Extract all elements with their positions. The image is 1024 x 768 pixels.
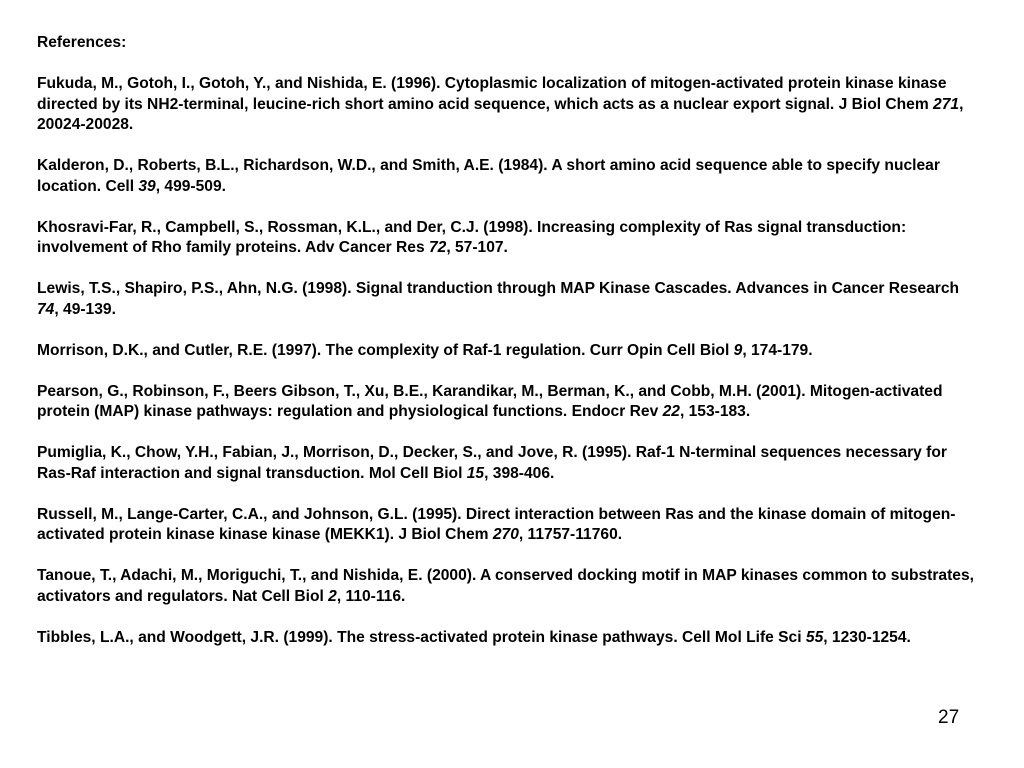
- reference-item: [37, 566, 977, 607]
- reference-volume: 55: [805, 628, 824, 646]
- reference-text: Lewis, T.S., Shapiro, P.S., Ahn, N.G. (1998). Signal tranduction through MAP Kinase Cascades. Advances in Cancer Research: [37, 280, 960, 297]
- reference-text: Fukuda, M., Gotoh, I., Gotoh, Y., and Nishida, E. (1996). Cytoplasmic localization of mitogen-activated protein kinase kinase directed by its NH2-terminal, leucine-rich short amino acid sequence, which acts as a nuclear export signal. J Biol Chem: [37, 75, 947, 113]
- reference-pages: , 1230-1254.: [823, 628, 911, 646]
- slide-content: [37, 33, 977, 648]
- reference-volume: 2: [328, 587, 337, 605]
- page-number: 27: [938, 707, 960, 728]
- reference-text: Pearson, G., Robinson, F., Beers Gibson, T., Xu, B.E., Karandikar, M., Berman, K., and Cobb, M.H. (2001). Mitogen-activated protein (MAP) kinase pathways: regulation and physiological functions. Endocr Rev: [37, 382, 943, 420]
- reference-item: [37, 628, 977, 649]
- reference-volume: 72: [428, 239, 447, 256]
- reference-pages: , 110-116.: [336, 587, 406, 605]
- reference-item: [37, 505, 977, 546]
- reference-pages: , 49-139.: [54, 300, 116, 318]
- reference-item: [37, 341, 977, 362]
- reference-volume: 9: [733, 341, 743, 359]
- reference-volume: 74: [37, 300, 55, 318]
- reference-item: [37, 443, 977, 484]
- reference-pages: , 174-179.: [742, 341, 813, 359]
- reference-pages: , 57-107.: [446, 239, 508, 256]
- reference-item: [37, 156, 977, 197]
- reference-pages: , 499-509.: [155, 177, 226, 195]
- reference-text: Pumiglia, K., Chow, Y.H., Fabian, J., Morrison, D., Decker, S., and Jove, R. (1995). Raf-1 N-terminal sequences necessary for Ras-Raf interaction and signal transduction. Mol Cell Biol: [37, 444, 947, 482]
- reference-item: [37, 218, 977, 259]
- reference-item: [37, 279, 977, 320]
- reference-item: [37, 382, 977, 423]
- reference-pages: , 398-406.: [484, 464, 555, 482]
- reference-volume: 270: [492, 526, 519, 543]
- reference-item: [37, 74, 977, 136]
- reference-pages: , 20024-20028.: [37, 95, 964, 133]
- reference-volume: 15: [466, 464, 485, 482]
- reference-pages: , 153-183.: [679, 403, 751, 420]
- reference-text: Kalderon, D., Roberts, B.L., Richardson, W.D., and Smith, A.E. (1984). A short amino acid sequence able to specify nuclear location. Cell: [37, 157, 940, 195]
- references-heading: References:: [37, 34, 127, 51]
- reference-text: Morrison, D.K., and Cutler, R.E. (1997). The complexity of Raf-1 regulation. Curr Opin Cell Biol: [37, 341, 734, 359]
- reference-list: [37, 74, 977, 648]
- reference-text: Khosravi-Far, R., Campbell, S., Rossman, K.L., and Der, C.J. (1998). Increasing complexity of Ras signal transduction: involvement of Rho family proteins. Adv Cancer Res: [37, 218, 907, 256]
- reference-volume: 271: [933, 95, 960, 113]
- reference-volume: 39: [138, 177, 156, 195]
- reference-text: Russell, M., Lange-Carter, C.A., and Johnson, G.L. (1995). Direct interaction between Ras and the kinase domain of mitogen- activated protein kinase kinase kinase (MEKK1). J Biol Chem: [37, 505, 956, 543]
- reference-volume: 22: [662, 403, 680, 420]
- reference-text: Tibbles, L.A., and Woodgett, J.R. (1999). The stress-activated protein kinase pathways. Cell Mol Life Sci: [37, 628, 806, 646]
- reference-pages: , 11757-11760.: [518, 526, 623, 543]
- reference-text: Tanoue, T., Adachi, M., Moriguchi, T., and Nishida, E. (2000). A conserved docking motif in MAP kinases common to substrates, activators and regulators. Nat Cell Biol: [37, 567, 974, 605]
